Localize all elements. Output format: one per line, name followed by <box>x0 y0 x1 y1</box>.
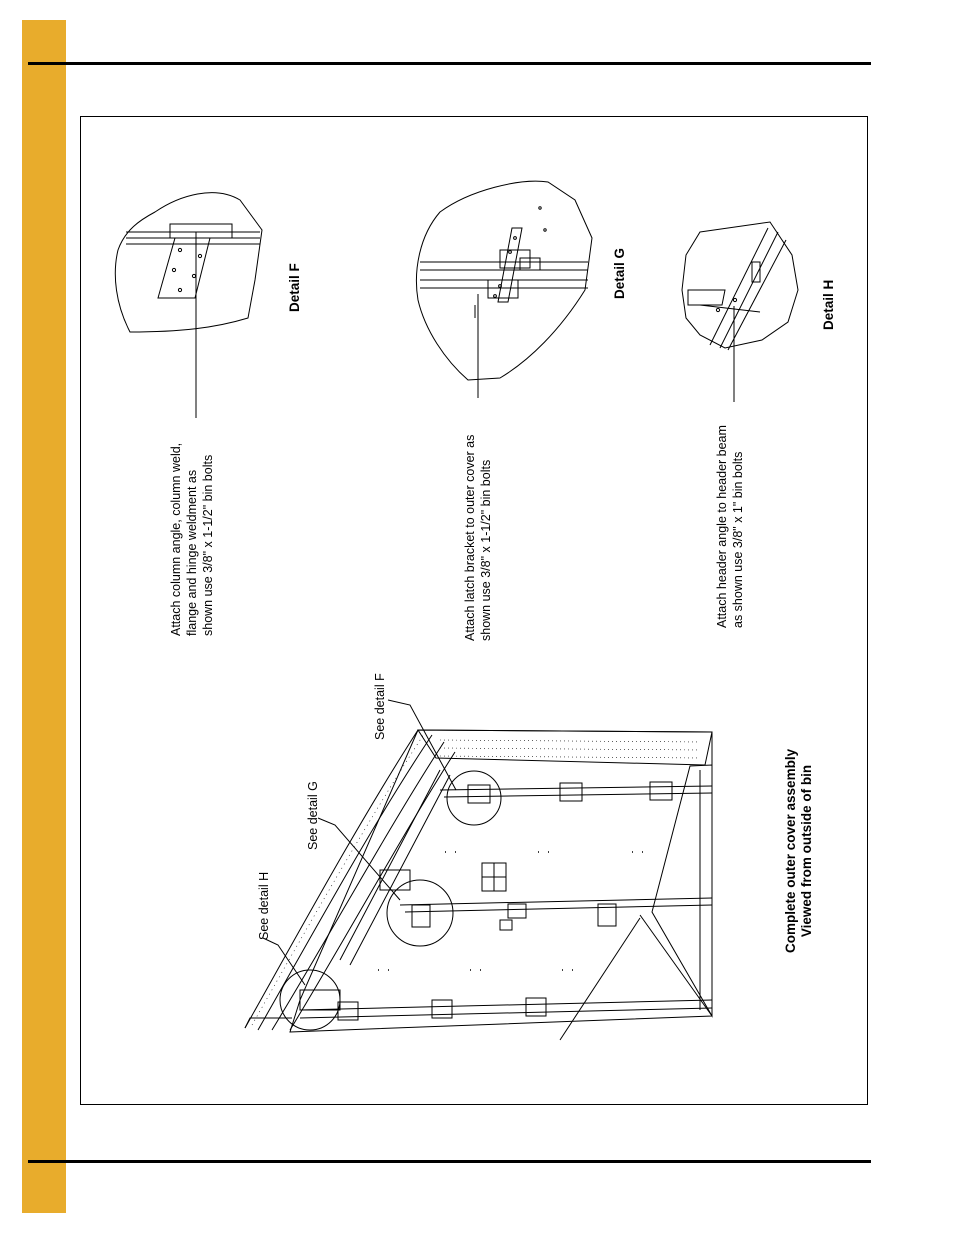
caption-line-2: Viewed from outside of bin <box>799 764 814 938</box>
detail-f-drawing <box>115 193 262 418</box>
detail-g-note-line-1: Attach latch bracket to outer cover as <box>463 434 477 641</box>
detail-f-note-line-3: shown use 3/8" x 1-1/2" bin bolts <box>201 454 215 636</box>
detail-f-note-line-2: flange and hinge weldment as <box>185 469 199 636</box>
detail-g-title: Detail G <box>612 247 627 299</box>
detail-h-title: Detail H <box>821 279 836 330</box>
see-detail-g-label: See detail G <box>306 781 320 850</box>
assembly-caption <box>783 749 815 953</box>
detail-h-note-line-1: Attach header angle to header beam <box>715 425 729 628</box>
detail-g-note <box>462 435 494 641</box>
detail-h-note-line-2: as shown use 3/8" x 1" bin bolts <box>731 451 745 628</box>
outer-cover-assembly <box>245 730 712 1040</box>
see-detail-f-label: See detail F <box>373 673 387 740</box>
detail-h-note <box>714 425 746 628</box>
see-detail-h-label: See detail H <box>257 871 271 940</box>
detail-f-note-line-1: Attach column angle, column weld, <box>169 442 183 636</box>
detail-h-drawing <box>682 222 798 402</box>
detail-g-drawing <box>416 181 592 398</box>
hinge-brackets <box>338 782 672 1020</box>
detail-f-title: Detail F <box>287 263 302 312</box>
detail-f-note <box>168 443 216 636</box>
caption-line-1: Complete outer cover assembly <box>783 748 798 953</box>
detail-g-note-line-2: shown use 3/8" x 1-1/2" bin bolts <box>479 459 493 641</box>
